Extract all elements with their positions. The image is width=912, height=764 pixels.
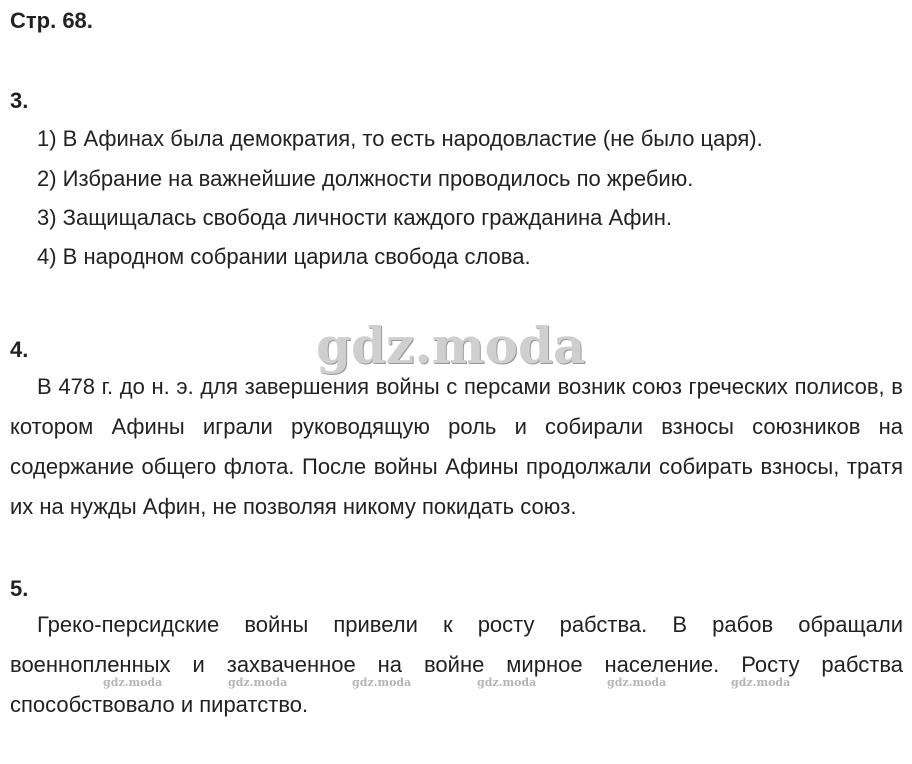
watermark-small: gdz.moda [731, 676, 791, 689]
task-3-number: 3. [10, 88, 29, 113]
task-4-number: 4. [10, 337, 29, 362]
task-3-item-4: 4) В народном собрании царила свобода слова. [37, 244, 531, 269]
watermark-small: gdz.moda [607, 676, 667, 689]
watermark-logo: gdz.moda [316, 316, 586, 375]
task-4-text: В 478 г. до н. э. для завершения войны с персами возник союз греческих полисов, в котором Афины играли руководящую роль и собирали взносы союзников на содержание общего флота. После войны Афины продолжали собирать взносы, тратя их на нужды Афин, не позволяя никому покидать союз. [10, 374, 903, 519]
task-3-item-1: 1) В Афинах была демократия, то есть народовластие (не было царя). [37, 126, 763, 151]
watermark-small: gdz.moda [228, 676, 288, 689]
task-3-item-2: 2) Избрание на важнейшие должности проводилось по жребию. [37, 166, 694, 191]
watermark-small: gdz.moda [352, 676, 412, 689]
watermark-small: gdz.moda [103, 676, 163, 689]
page-label: Стр. 68. [10, 8, 93, 33]
task-5-text: Греко-персидские войны привели к росту рабства. В рабов обращали военнопленных и захваченное на войне мирное население. Росту рабства способствовало и пиратство. [10, 612, 903, 717]
task-5-number: 5. [10, 576, 29, 601]
task-3-item-3: 3) Защищалась свобода личности каждого гражданина Афин. [37, 205, 673, 230]
watermark-small: gdz.moda [477, 676, 537, 689]
